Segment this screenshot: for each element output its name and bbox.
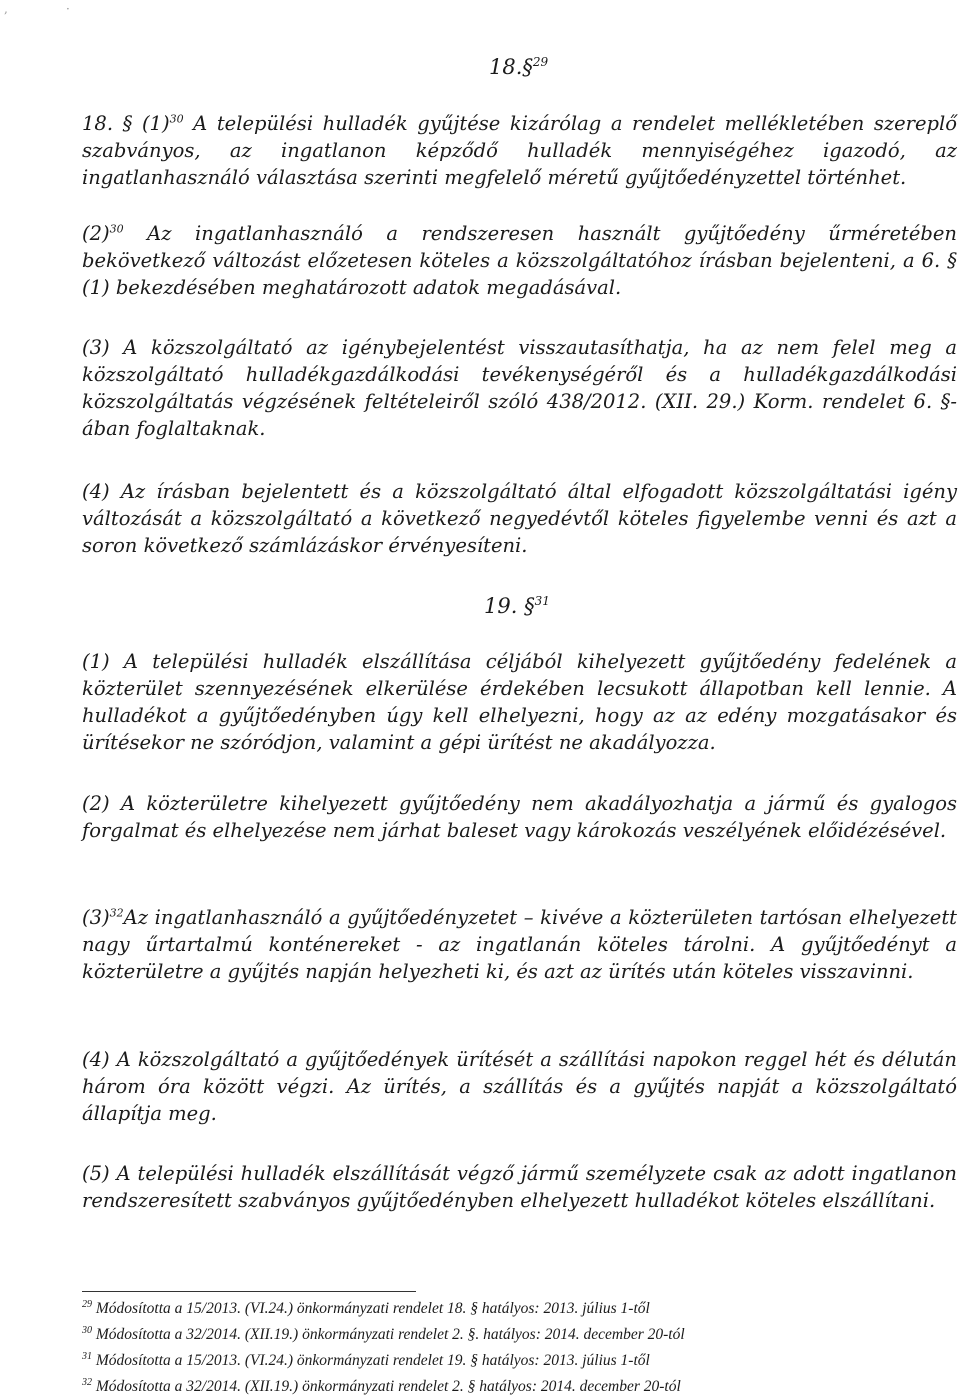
- footnote-number: 31: [82, 1351, 92, 1363]
- paragraph-18-2: [82, 220, 957, 301]
- paragraph-label: (3): [82, 336, 110, 359]
- section-heading-19: [484, 594, 550, 618]
- footnote-text: Módosította a 15/2013. (VI.24.) önkormányzati rendelet 18. § hatályos: 2013. július 1-től: [95, 1300, 650, 1318]
- footnote-text: Módosította a 15/2013. (VI.24.) önkormányzati rendelet 19. § hatályos: 2013. július 1-től: [95, 1352, 650, 1370]
- paragraph-label: (4): [82, 480, 110, 503]
- paragraph-19-5: [82, 1160, 957, 1214]
- section-sign: §: [524, 594, 535, 618]
- footnote-text: Módosította a 32/2014. (XII.19.) önkormányzati rendelet 2. §. hatályos: 2014. december 20-tól: [95, 1326, 685, 1344]
- paragraph-label: (2): [82, 792, 110, 815]
- section-sign: §: [522, 55, 533, 79]
- footnote-ref: 29: [532, 55, 549, 69]
- paragraph-text: A közszolgáltató az igénybejelentést visszautasíthatja, ha az nem felel meg a közszolgáltató hulladékgazdálkodási tevékenységéről és a hulladékgazdálkodási közszolgáltatás végzésének feltételeiről szóló 438/2012. (XII. 29.) Korm. rendelet 6. §-ában foglaltaknak.: [82, 336, 957, 440]
- paragraph-text: A települési hulladék elszállítását végző jármű személyzete csak az adott ingatlanon rendszeresített szabványos gyűjtőedényben elhelyezett hulladékot köteles elszállítani.: [82, 1162, 957, 1212]
- paragraph-19-4: [82, 1046, 957, 1127]
- section-heading-18: [489, 55, 548, 79]
- paragraph-text: Az írásban bejelentett és a közszolgáltató által elfogadott közszolgáltatási igény változását a közszolgáltató a következő negyedévtől köteles figyelembe venni és azt a soron következő számlázáskor érvényesíteni.: [82, 480, 957, 557]
- section-sign: §: [122, 112, 133, 135]
- section-number: 19.: [484, 594, 518, 618]
- footnote: [82, 1320, 957, 1346]
- paragraph-19-2: [82, 790, 957, 844]
- paragraph-label: (4): [82, 1048, 110, 1071]
- paragraph-19-3: [82, 904, 957, 985]
- footnote: [82, 1372, 957, 1398]
- footnote-ref: 30: [169, 112, 184, 126]
- paragraph-18-4: [82, 478, 957, 559]
- paragraph-label: (1): [82, 650, 110, 673]
- footnote-divider: [82, 1291, 416, 1292]
- paragraph-label: (3): [82, 906, 110, 929]
- footnote-number: 30: [82, 1325, 92, 1337]
- paragraph-label: (5): [82, 1162, 110, 1185]
- scan-speck: ·: [66, 2, 70, 16]
- footnote-number: 32: [82, 1377, 92, 1389]
- paragraph-18-3: [82, 334, 957, 442]
- footnote-ref: 31: [534, 594, 550, 608]
- paragraph-19-1: [82, 648, 957, 756]
- scan-speck: ,: [4, 2, 8, 16]
- paragraph-18-1: [82, 110, 957, 191]
- footnote-number: 29: [82, 1299, 92, 1310]
- section-number: 18.: [489, 55, 523, 79]
- paragraph-text: Az ingatlanhasználó a rendszeresen használt gyűjtőedény űrméretében bekövetkező változást előzetesen köteles a közszolgáltatóhoz írásban bejelenteni, a 6. § (1) bekezdésében meghatározott adatok megadásával.: [82, 222, 957, 299]
- paragraph-text: A települési hulladék elszállítása céljából kihelyezett gyűjtőedény fedelének a közterület szennyezésének elkerülése érdekében lecsukott állapotban kell lennie. A hulladékot a gyűjtőedényben úgy kell elhelyezni, hogy az az edény mozgatásakor és ürítésekor ne szóródjon, valamint a gépi ürítést ne akadályozza.: [82, 650, 957, 754]
- footnote-text: Módosította a 32/2014. (XII.19.) önkormányzati rendelet 2. § hatályos: 2014. december 20-tól: [95, 1378, 681, 1396]
- footnote-ref: 32: [109, 906, 124, 920]
- footnote: [82, 1294, 957, 1320]
- footnotes: [82, 1294, 957, 1399]
- paragraph-text: A települési hulladék gyűjtése kizárólag a rendelet mellékletében szereplő szabványos, az ingatlanon képződő hulladék mennyiségéhez igazodó, az ingatlanhasználó választása szerinti megfelelő méretű gyűjtőedényzettel történhet.: [82, 112, 958, 189]
- footnote: [82, 1346, 957, 1372]
- paragraph-text: A közszolgáltató a gyűjtőedények ürítését a szállítási napokon reggel hét és délután három óra között végzi. Az ürítés, a szállítás és a gyűjtés napját a közszolgáltató állapítja meg.: [82, 1048, 957, 1125]
- paragraph-label: (1): [141, 112, 170, 135]
- paragraph-text: A közterületre kihelyezett gyűjtőedény nem akadályozhatja a jármű és gyalogos forgalmat és elhelyezése nem járhat baleset vagy károkozás veszélyének előidézésével.: [82, 792, 957, 842]
- section-lead: 18.: [82, 112, 114, 135]
- paragraph-label: (2): [82, 222, 110, 245]
- paragraph-text: Az ingatlanhasználó a gyűjtőedényzetet – kivéve a közterületen tartósan elhelyezett nagy űrtartalmú konténereket - az ingatlanán köteles tárolni. A gyűjtőedényt a közterületre a gyűjtés napján helyezheti ki, és azt az ürítés után köteles visszavinni.: [82, 906, 957, 983]
- footnote-ref: 30: [109, 222, 124, 236]
